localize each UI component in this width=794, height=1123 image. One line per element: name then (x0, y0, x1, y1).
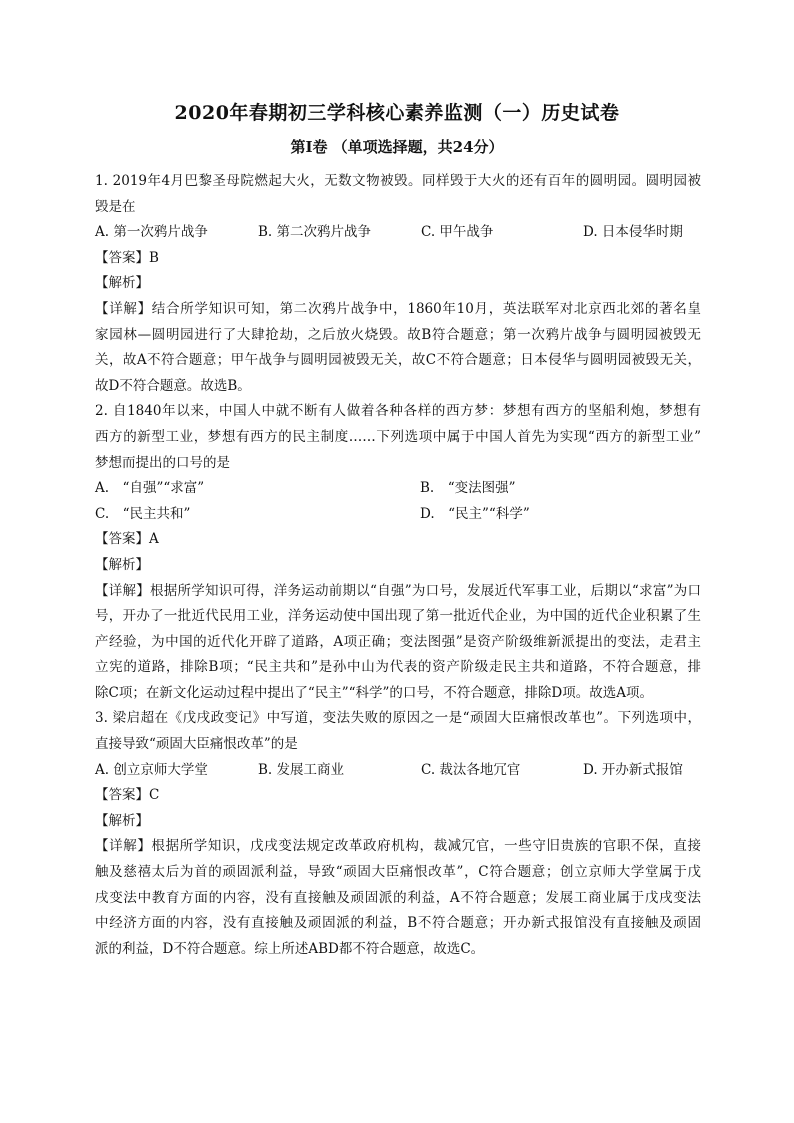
detail-line: 戌变法中教育方面的内容，没有直接触及顽固派的利益，A不符合题意；发展工商业属于戊戌变法 (95, 889, 701, 906)
exam-title: 2020年春期初三学科核心素养监测（一）历史试卷 (174, 102, 620, 124)
option-b[interactable]: B. 第二次鸦片战争 (258, 224, 372, 241)
detail-line: 中经济方面的内容，没有直接触及顽固派的利益，B不符合题意；开办新式报馆没有直接触及顽固 (95, 915, 701, 932)
option-d[interactable]: D. 开办新式报馆 (583, 761, 683, 778)
option-c[interactable]: C. 甲午战争 (421, 224, 494, 241)
detail-line: 号，开办了一批近代民用工业，洋务运动使中国出现了第一批近代企业，为中国的近代企业积累了生 (95, 608, 701, 625)
option-b[interactable]: B. “变法图强” (420, 480, 516, 497)
option-b[interactable]: B. 发展工商业 (258, 761, 345, 778)
option-row (95, 220, 701, 246)
detail-line: 触及慈禧太后为首的顽固派利益，导致“顽固大臣痛恨改革”，C符合题意；创立京师大学堂属于戊 (95, 864, 701, 881)
option-row (95, 476, 701, 502)
option-row (95, 502, 701, 528)
answer-line: 【答案】A (95, 531, 159, 548)
question-stem-line: 1. 2019年4月巴黎圣母院燃起大火，无数文物被毁。同样毁于大火的还有百年的圆明园。圆明园被 (95, 173, 701, 189)
detail-line: 除C项；在新文化运动过程中提出了“民主”“科学”的口号，不符合题意，排除D项。故选A项。 (95, 684, 654, 701)
question-2 (95, 399, 701, 706)
detail-line: 派的利益，D不符合题意。综上所述ABD都不符合题意，故选C。 (95, 940, 485, 957)
detail-line: 家园林—圆明园进行了大肆抢劫，之后放火烧毁。故B符合题意；第一次鸦片战争与圆明园被毁无 (95, 326, 701, 343)
option-d[interactable]: D. 日本侵华时期 (583, 224, 683, 241)
analysis-label: 【解析】 (95, 556, 149, 573)
question-stem-line: 直接导致“顽固大臣痛恨改革”的是 (95, 736, 298, 753)
option-row (95, 758, 701, 784)
option-c[interactable]: C. 裁汰各地冗官 (421, 761, 521, 778)
option-a[interactable]: A. 创立京师大学堂 (95, 761, 208, 778)
question-stem-line: 梦想而提出的口号的是 (95, 454, 230, 471)
option-c[interactable]: C. “民主共和” (95, 505, 191, 522)
question-stem-line: 西方的新型工业，梦想有西方的民主制度……下列选项中属于中国人首先为实现“西方的新型工业” (95, 428, 701, 445)
question-stem-line: 2. 自1840年以来，中国人中就不断有人做着各种各样的西方梦：梦想有西方的坚船利炮，梦想有 (95, 403, 701, 420)
answer-line: 【答案】B (95, 249, 159, 266)
detail-line: 关，故A不符合题意；甲午战争与圆明园被毁无关，故C不符合题意；日本侵华与圆明园被毁无关， (95, 352, 701, 369)
detail-line: 立宪的道路，排除B项；“民主共和”是孙中山为代表的资产阶级走民主共和道路，不符合题意，排 (95, 659, 701, 676)
detail-line: 产经验，为中国的近代化开辟了道路，A项正确；变法图强”是资产阶级维新派提出的变法，走君主 (95, 633, 701, 650)
analysis-label: 【解析】 (95, 275, 149, 292)
section-heading: 第Ⅰ卷 （单项选择题，共24分） (290, 138, 504, 156)
question-list (95, 169, 701, 962)
option-d[interactable]: D. “民主”“科学” (420, 505, 530, 522)
detail-line: 【详解】根据所学知识，戊戌变法规定改革政府机构，裁减冗官，一些守旧贵族的官职不保，直接 (95, 838, 701, 855)
detail-line: 故D不符合题意。故选B。 (95, 377, 251, 394)
detail-line: 【详解】根据所学知识可得，洋务运动前期以“自强”为口号，发展近代军事工业，后期以“求富”为口 (95, 582, 701, 599)
analysis-label: 【解析】 (95, 812, 149, 829)
question-stem-line: 毁是在 (95, 198, 136, 215)
answer-line: 【答案】C (95, 787, 160, 804)
question-stem-line: 3. 梁启超在《戊戌政变记》中写道，变法失败的原因之一是“顽固大臣痛恨改革也”。下列选项中， (95, 710, 701, 727)
option-a[interactable]: A. 第一次鸦片战争 (95, 224, 208, 241)
question-1 (95, 169, 701, 399)
option-a[interactable]: A. “自强”“求富” (95, 480, 205, 497)
detail-line: 【详解】结合所学知识可知，第二次鸦片战争中，1860年10月，英法联军对北京西北郊的著名皇 (95, 300, 701, 317)
question-3 (95, 706, 701, 962)
